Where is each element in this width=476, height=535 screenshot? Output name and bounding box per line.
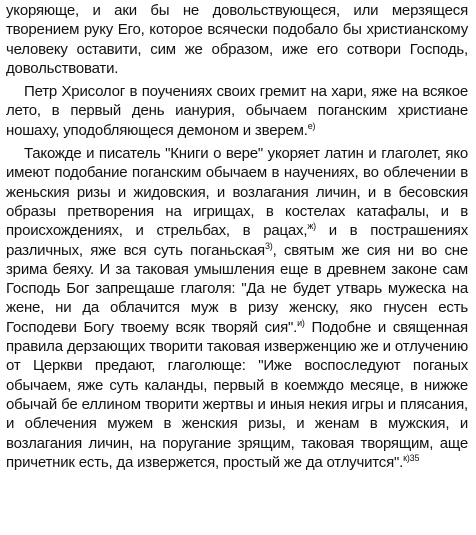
text-segment: , святым же сия ни во сне зрима беяху. И за таковая умышления еще в древнем законе сам Господь Бог запрещаше глаголя: "Да не будет утварь мужеска на жене, ни да облачится муж в ризу женску, яко гнусен есть Господеви Богу твоему всяк творяй сия".	[6, 241, 468, 336]
text-segment: укоряюще, и аки бы не довольствующеся, или мерзящеся творением руку Его, которое всячески подобало бы христианскому человеку оставити, сим же образом, иже его сотвори Господь, довольствовати.	[6, 2, 468, 77]
footnote-marker: и)	[297, 317, 305, 328]
footnote-marker: е)	[307, 120, 316, 131]
text-body	[6, 1, 468, 472]
text-segment: Такожде и писатель "Книги о вере" укоряет латин и глаголет, яко имеют подобание поганским обычаем в научениях, во облечении в женьския ризы и жидовския, и возлагания личин, и в бесовския образы претворения на игрищах, в костелах катафалы, и в происхождениях, и стрельбах, в рацах,	[6, 145, 468, 240]
paragraph-p3	[6, 144, 468, 472]
paragraph-p2	[6, 82, 468, 140]
footnote-marker: ж)	[307, 221, 316, 232]
paragraph-p1	[6, 1, 468, 78]
footnote-marker: к)35	[403, 452, 420, 463]
footnote-marker: 3)	[264, 240, 273, 251]
text-segment: Подобне и священная правила дерзающих творити таковая изверженцию же и отлучению от Церкви предают, глаголюще: "Иже воспоследуют поганых обычаем, яже суть каланды, первый в коемждо месяце, в нижже обычай бе еллином творити жертвы и иныя некия игры и плясания, и облечения мужем в женския ризы, и женам в мужския, и возлагания личин, на поругание зрящим, таковая творящим, аще причетник есть, да извержется, простый же да отлучится".	[6, 318, 468, 471]
text-segment: Петр Хрисолог в поучениях своих гремит на хари, яже на всякое лето, в первый день ианурия, обычаем поганским христиане ношаху, уподобляющеся демоном и зверем.	[6, 83, 468, 139]
text-segment: и в пострашениях различных, яже вся суть поганьская	[6, 222, 468, 259]
